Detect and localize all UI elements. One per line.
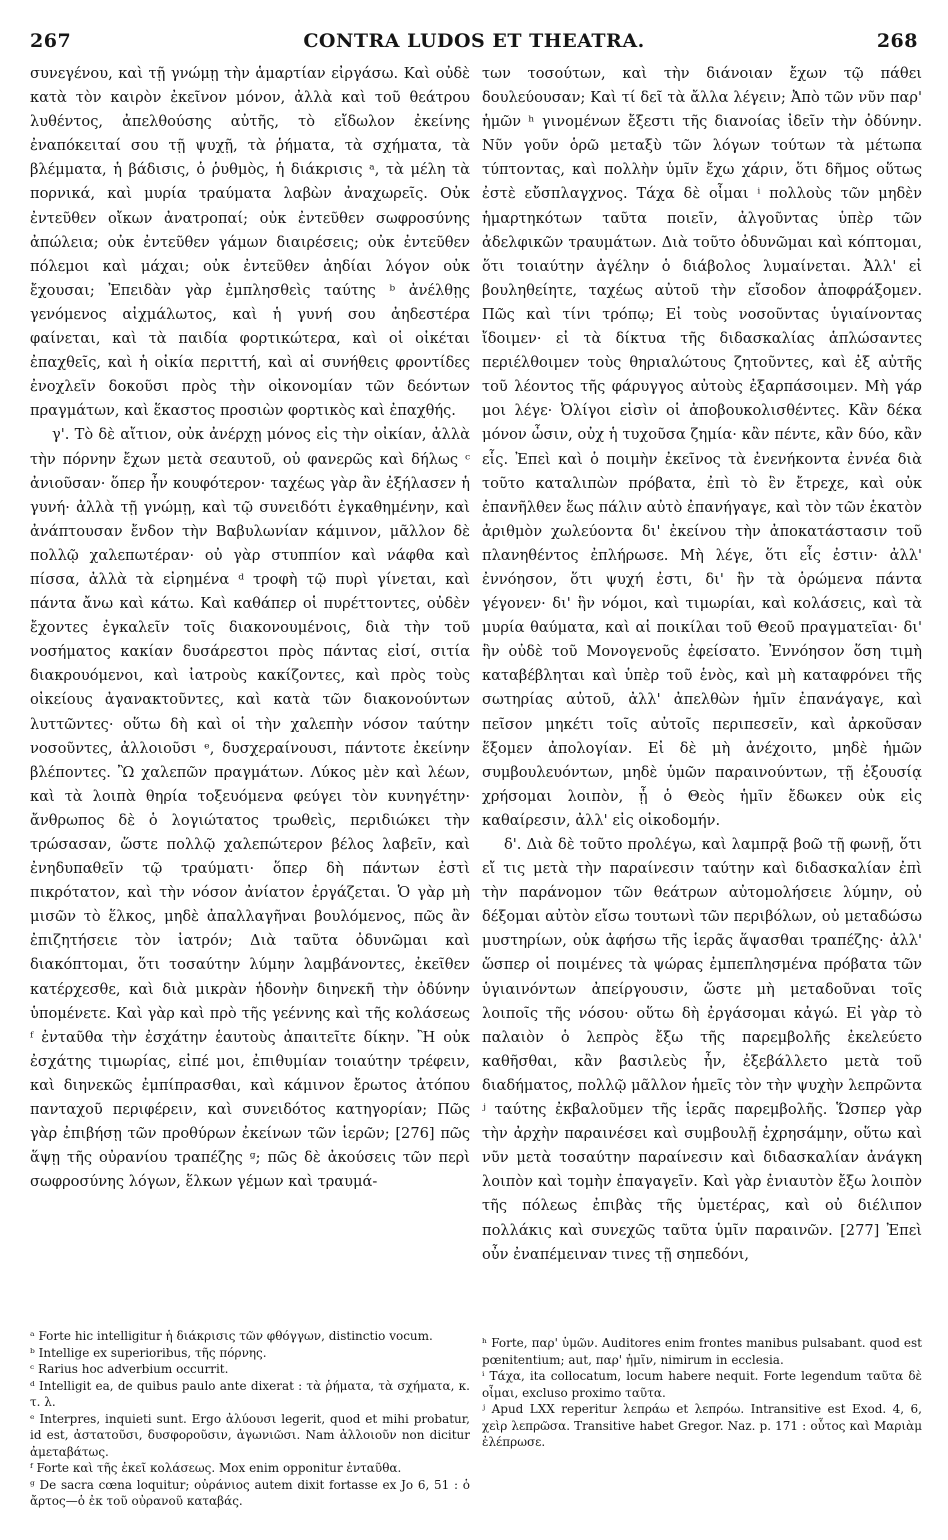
footnote-f: ᶠ Forte καὶ τῆς ἐκεῖ κολάσεως. Mox enim opponitur ἐνταῦθα.: [30, 1461, 402, 1475]
footnote-e: ᵉ Interpres, inquieti sunt. Ergo ἀλύουσι legerit, quod et mihi probatur, id est, ἀστατοῦσι, δυσφοροῦσιν, ἀγωνιῶσι. Nam ἀλλοιοῦν non dicitur ἀμεταβάτως.: [30, 1411, 470, 1459]
footnotes-right: [482, 1335, 922, 1451]
running-title: CONTRA LUDOS ET THEATRA.: [303, 30, 645, 52]
page-header: [30, 30, 918, 58]
page-number-left: 267: [30, 30, 72, 52]
footnote-i: ⁱ Τάχα, ita collocatum, locum habere nequit. Forte legendum ταῦτα δὲ οἶμαι, excluso proximo ταῦτα.: [482, 1369, 922, 1400]
page-number-right: 268: [876, 30, 918, 52]
left-paragraph-1: συνεγένου, καὶ τῇ γνώμῃ τὴν ἁμαρτίαν εἰργάσω. Καὶ οὐδὲ κατὰ τὸν καιρὸν ἐκεῖνον μόνον, ἀλλὰ καὶ τοῦ θεάτρου λυθέντος, ἀπελθούσης αὐτῆς, τὸ εἴδωλον ἐκείνης ἐναπόκειταί σου τῇ ψυχῇ, τὰ ῥήματα, τὰ σχήματα, τὰ βλέμματα, ἡ βάδισις, ὁ ῥυθμὸς, ἡ διάκρισις ᵃ, τὰ μέλη τὰ πορνικά, καὶ μυρία τραύματα λαβὼν ἀναχωρεῖς. Οὐκ ἐντεῦθεν οἴκων ἀνατροπαί; οὐκ ἐντεῦθεν σωφροσύνης ἀπώλεια; οὐκ ἐντεῦθεν γάμων διαιρέσεις; οὐκ ἐντεῦθεν πόλεμοι καὶ μάχαι; οὐκ ἐντεῦθεν ἀηδίαι λόγον οὐκ ἔχουσαι; Ἐπειδὰν γὰρ ἐμπλησθεὶς ταύτης ᵇ ἀνέλθῃς γενόμενος αἰχμάλωτος, καὶ ἡ γυνή σου ἀηδεστέρα φαίνεται, καὶ τὰ παιδία φορτικώτερα, καὶ οἱ οἰκέται ἐπαχθεῖς, καὶ ἡ οἰκία περιττή, καὶ αἱ συνήθεις φροντίδες ἐνοχλεῖν δοκοῦσι πρὸς τὴν οἰκονομίαν τῶν δεόντων πραγμάτων, καὶ ἕκαστος προσιὼν φορτικὸς καὶ ἐπαχθής.: [30, 65, 470, 420]
footnote-b: ᵇ Intellige ex superioribus, τῆς πόρνης.: [30, 1345, 267, 1360]
left-text-column: [30, 62, 470, 1194]
right-paragraph-1: των τοσούτων, καὶ τὴν διάνοιαν ἔχων τῷ πάθει δουλεύουσαν; Καὶ τί δεῖ τὰ ἄλλα λέγειν; Ἀπὸ τῶν νῦν παρ' ἡμῶν ʰ γινομένων ἔξεστι τῆς διανοίας ἰδεῖν τὴν ὀδύνην. Νῦν γοῦν ὁρῶ μεταξὺ τῶν λόγων τούτων τὰ μέτωπα τύπτοντας, καὶ πολλὴν ὑμῖν ἔχω χάριν, ὅτι δῆμος οὕτως ἐστὲ εὔσπλαγχνος. Τάχα δὲ οἶμαι ⁱ πολλοὺς τῶν μηδὲν ἡμαρτηκότων ταῦτα ποιεῖν, ἀλγοῦντας ὑπὲρ τῶν ἀδελφικῶν τραυμάτων. Διὰ τοῦτο ὀδυνῶμαι καὶ κόπτομαι, ὅτι τοιαύτην ἀγέλην ὁ διάβολος λυμαίνεται. Ἀλλ' εἰ βουληθείητε, ταχέως αὐτοῦ τὴν εἴσοδον ἀποφράξομεν. Πῶς καὶ τίνι τρόπῳ; Εἰ τοὺς νοσοῦντας ὑγιαίνοντας ἴδοιμεν· εἰ τὰ δίκτυα τῆς διδασκαλίας ἁπλώσαντες περιέλθοιμεν τοὺς θηριαλώτους ζητοῦντες, καὶ ἐξ αὐτῆς τοῦ λέοντος τῆς φάρυγγος αὐτοὺς ἐξαρπάσοιμεν. Μὴ γάρ μοι λέγε· Ὀλίγοι εἰσὶν οἱ ἀποβουκολισθέντες. Κἂν δέκα μόνον ὦσιν, οὐχ ἡ τυχοῦσα ζημία· κἂν πέντε, κἂν δύο, κἂν εἷς. Ἐπεὶ καὶ ὁ ποιμὴν ἐκεῖνος τὰ ἐνενήκοντα ἐννέα διὰ τοῦτο καταλιπὼν πρόβατα, ἐπὶ τὸ ἓν ἔτρεχε, καὶ οὐκ ἐπανῆλθεν ἕως πάλιν αὐτὸ ἐπανήγαγε, καὶ τὸν τῶν ἑκατὸν ἀριθμὸν χωλεύοντα δι' ἐκείνου τὴν ἀποκατάστασιν τοῦ πλανηθέντος ἐπλήρωσε. Μὴ λέγε, ὅτι εἷς ἐστιν· ἀλλ' ἐννόησον, ὅτι ψυχή ἐστι, δι' ἣν τὰ ὁρώμενα πάντα γέγονεν· δι' ἣν νόμοι, καὶ τιμωρίαι, καὶ κολάσεις, καὶ τὰ μυρία θαύματα, καὶ αἱ ποικίλαι τοῦ Θεοῦ πραγματεῖαι· δι' ἣν οὐδὲ τοῦ Μονογενοῦς ἐφείσατο. Ἐννόησον ὅση τιμὴ καταβέβληται καὶ ὑπὲρ τοῦ ἑνὸς, καὶ μὴ καταφρόνει τῆς σωτηρίας αὐτοῦ, ἀλλ' ἀπελθὼν ἡμῖν ἐπανάγαγε, καὶ πεῖσον μηκέτι τοῖς αὐτοῖς περιπεσεῖν, καὶ ἀρκοῦσαν ἕξομεν ἀπολογίαν. Εἰ δὲ μὴ ἀνέχοιτο, μηδὲ ἡμῶν συμβουλευόντων, μηδὲ ὑμῶν παραινούντων, τῇ ἐξουσίᾳ χρήσομαι λοιπὸν, ᾗ ὁ Θεὸς ἡμῖν ἔδωκεν οὐκ εἰς καθαίρεσιν, ἀλλ' εἰς οἰκοδομήν.: [482, 65, 922, 829]
footnote-c: ᶜ Rarius hoc adverbium occurrit.: [30, 1362, 229, 1376]
right-paragraph-2: δ'. Διὰ δὲ τοῦτο προλέγω, καὶ λαμπρᾷ βοῶ τῇ φωνῇ, ὅτι εἴ τις μετὰ τὴν παραίνεσιν ταύτην καὶ διδασκαλίαν ἐπὶ τὴν παράνομον τῶν θεάτρων αὐτομολήσειε λύμην, οὐ δέξομαι αὐτὸν εἴσω τουτωνὶ τῶν περιβόλων, οὐ μεταδώσω μυστηρίων, οὐκ ἀφήσω τῆς ἱερᾶς ἅψασθαι τραπέζης· ἀλλ' ὥσπερ οἱ ποιμένες τὰ ψώρας ἐμπεπλησμένα πρόβατα τῶν ὑγιαινόντων ἀπείργουσιν, ὥστε μὴ μεταδοῦναι τοῖς λοιποῖς τῆς νόσου· οὕτω δὴ ἐργάσομαι κἀγώ. Εἰ γὰρ τὸ παλαιὸν ὁ λεπρὸς ἔξω τῆς παρεμβολῆς ἐκελεύετο καθῆσθαι, κἂν βασιλεὺς ἦν, ἐξεβάλλετο μετὰ τοῦ διαδήματος, πολλῷ μᾶλλον ἡμεῖς τὸν τὴν ψυχὴν λεπρῶντα ʲ ταύτης ἐκβαλοῦμεν τῆς ἱερᾶς παρεμβολῆς. Ὥσπερ γὰρ τὴν ἀρχὴν παραινέσει καὶ συμβουλῇ ἐχρησάμην, οὕτω καὶ νῦν μετὰ τοσαύτην παραίνεσιν καὶ διδασκαλίαν ἀνάγκη λοιπὸν καὶ τομὴν ἐπαγαγεῖν. Καὶ γὰρ ἐνιαυτὸν ἔξω λοιπὸν τῆς πόλεως ἐπιβὰς τῆς ὑμετέρας, καὶ οὐ διέλιπον πολλάκις καὶ συνεχῶς ταῦτα ὑμῖν παραινῶν. [277] Ἐπεὶ οὖν ἐναπέμειναν τινες τῇ σηπεδόνι,: [482, 836, 922, 1263]
right-text-column: [482, 62, 922, 1267]
footnotes-left: [30, 1328, 470, 1510]
footnote-d: ᵈ Intelligit ea, de quibus paulo ante dixerat : τὰ ῥήματα, τὰ σχήματα, κ. τ. λ.: [30, 1378, 470, 1409]
footnote-h: ʰ Forte, παρ' ὑμῶν. Auditores enim frontes manibus pulsabant. quod est pœnitentium; aut, παρ' ἡμῖν, nimirum in ecclesia.: [482, 1336, 922, 1367]
footnote-g: ᵍ De sacra cœna loquitur; οὐράνιος autem dixit fortasse ex Jo 6, 51 : ὁ ἄρτος—ὁ ἐκ τοῦ οὐρανοῦ καταβάς.: [30, 1477, 470, 1508]
footnote-a: ᵃ Forte hic intelligitur ἡ διάκρισις τῶν φθόγγων, distinctio vocum.: [30, 1329, 433, 1343]
left-paragraph-2: γ'. Τὸ δὲ αἴτιον, οὐκ ἀνέρχῃ μόνος εἰς τὴν οἰκίαν, ἀλλὰ τὴν πόρνην ἔχων μετὰ σεαυτοῦ, οὐ φανερῶς καὶ δήλως ᶜ ἀνιοῦσαν· ὅπερ ἦν κουφότερον· ταχέως γὰρ ἂν ἐξήλασεν ἡ γυνή· ἀλλὰ τῇ γνώμῃ, καὶ τῷ συνειδότι ἐγκαθημένην, καὶ ἀνάπτουσαν ἔνδον τὴν Βαβυλωνίαν κάμινον, μᾶλλον δὲ πολλῷ χαλεπωτέραν· οὐ γὰρ στυππίον καὶ νάφθα καὶ πίσσα, ἀλλὰ τὰ εἰρημένα ᵈ τροφὴ τῷ πυρὶ γίνεται, καὶ πάντα ἄνω καὶ κάτω. Καὶ καθάπερ οἱ πυρέττοντες, οὐδὲν ἔχοντες ἐγκαλεῖν τοῖς διακονουμένοις, διὰ τὴν τοῦ νοσήματος κακίαν δυσάρεστοι πρὸς πάντας εἰσί, σιτία διακρουόμενοι, καὶ ἰατροὺς κακίζοντες, καὶ πρὸς τοὺς οἰκείους ἀγανακτοῦντες, καὶ κατὰ τῶν διακονούντων λυττῶντες· οὕτω δὴ καὶ οἱ τὴν χαλεπὴν νόσον ταύτην νοσοῦντες, ἀλλοιοῦσι ᵉ, δυσχεραίνουσι, πάντοτε ἐκείνην βλέποντες. Ὢ χαλεπῶν πραγμάτων. Λύκος μὲν καὶ λέων, καὶ τὰ λοιπὰ θηρία τοξευόμενα φεύγει τὸν κυνηγέτην· ἄνθρωπος δὲ ὁ λογιώτατος τρωθεὶς, περιδιώκει τὴν τρώσασαν, ὥστε πολλῷ χαλεπώτερον βέλος λαβεῖν, καὶ ἐνηδυπαθεῖν τῷ τραύματι· ὅπερ δὴ πάντων ἐστὶ πικρότατον, καὶ τὴν νόσον ἀνίατον ἐργάζεται. Ὁ γὰρ μὴ μισῶν τὸ ἕλκος, μηδὲ ἀπαλλαγῆναι βουλόμενος, πῶς ἂν ἐπιζητήσειε τὸν ἰατρόν; Διὰ ταῦτα ὀδυνῶμαι καὶ διακόπτομαι, ὅτι τοσαύτην λύμην λαμβάνοντες, ἐκεῖθεν κατέρχεσθε, καὶ διὰ μικρὰν ἡδονὴν διηνεκῆ τὴν ὀδύνην ὑπομένετε. Καὶ γὰρ καὶ πρὸ τῆς γεέννης καὶ τῆς κολάσεως ᶠ ἐνταῦθα τὴν ἐσχάτην ἑαυτοὺς ἀπαιτεῖτε δίκην. Ἢ οὐκ ἐσχάτης τιμωρίας, εἰπέ μοι, ἐπιθυμίαν τοιαύτην τρέφειν, καὶ διηνεκῶς ἐμπίπρασθαι, καὶ κάμινον ἔρωτος ἀτόπου πανταχοῦ περιφέρειν, καὶ συνειδότος κατηγορίαν; Πῶς γὰρ ἐπιβήσῃ τῶν προθύρων ἐκείνων τῶν ἱερῶν; [276] πῶς ἅψῃ τῆς οὐρανίου τραπέζης ᵍ; πῶς δὲ ἀκούσεις τῶν περὶ σωφροσύνης λόγων, ἕλκων γέμων καὶ τραυμά-: [30, 426, 470, 1191]
footnote-j: ʲ Apud LXX reperitur λεπράω et λεπρόω. Intransitive est Exod. 4, 6, χεὶρ λεπρῶσα. Transitive habet Gregor. Naz. p. 171 : οὗτος καὶ Μαριὰμ ἐλέπρωσε.: [482, 1402, 922, 1449]
